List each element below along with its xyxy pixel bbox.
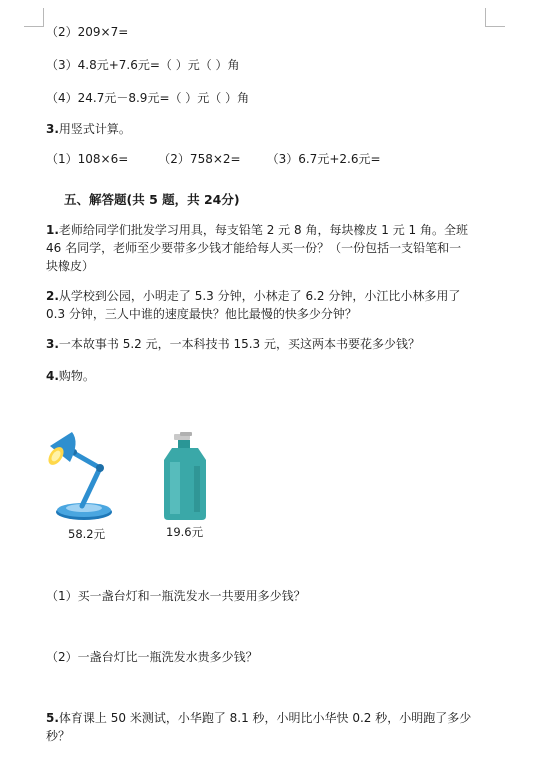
problem-4-sub-1: （1）买一盏台灯和一瓶洗发水一共要用多少钱？ [46,589,306,603]
problem-2-text-1: 从学校到公园，小明走了 5.3 分钟，小林走了 6.2 分钟，小江比小林多用了 [58,289,461,303]
q2-row-2: （2）209×7= [46,25,129,39]
problem-1-line-1 [46,222,468,238]
problem-4-sub-2: （2）一盏台灯比一瓶洗发水贵多少钱？ [46,650,258,664]
shampoo-bottle-image [160,432,212,522]
problem-2-line-2: 0.3 分钟，三人中谁的速度最快？他比最慢的快多少分钟？ [46,307,357,321]
problem-5-text-1: 体育课上 50 米测试，小华跑了 8.1 秒，小明比小华快 0.2 秒，小明跑了多少 [58,711,472,725]
problem-1-line-2: 46 名同学，老师至少要带多少钱才能给每人买一份？（一份包括一支铅笔和一 [46,241,462,255]
problem-5-line-2: 秒？ [46,729,71,743]
section-5-title: 五、解答题(共 5 题，共 24分) [64,192,240,207]
q2-row-4: （4）24.7元－8.9元=（ ）元（ ）角 [46,91,250,105]
q3-item-2: （2）758×2= [158,152,241,166]
problem-1-number: 1. [46,223,59,237]
problem-5-number: 5. [46,711,59,725]
problem-4-text-1: 购物。 [58,369,95,383]
problem-3-number: 3. [46,337,59,351]
q3-item-1: （1）108×6= [46,152,129,166]
problem-1-text-1: 老师给同学们批发学习用具，每支铅笔 2 元 8 角，每块橡皮 1 元 1 角。全班 [58,223,468,237]
q3-title: 用竖式计算。 [58,122,131,136]
problem-1-line-3: 块橡皮） [46,259,95,273]
problem-4-line-1 [46,368,95,384]
q2-row-3: （3）4.8元+7.6元=（ ）元（ ）角 [46,58,240,72]
q3-item-3: （3）6.7元+2.6元= [266,152,381,166]
lamp-price: 58.2元 [68,527,106,541]
crop-mark-left-v [43,8,44,27]
problem-2-line-1 [46,288,460,304]
problem-5-line-1 [46,710,471,726]
q3-number: 3. [46,122,59,136]
q3-items [46,151,381,167]
desk-lamp-image [42,428,122,524]
problem-3-line-1 [46,336,420,352]
crop-mark-left-h [24,26,44,27]
crop-mark-right-v [485,8,486,27]
problem-3-text-1: 一本故事书 5.2 元，一本科技书 15.3 元，买这两本书要花多少钱？ [58,337,420,351]
bottle-price: 19.6元 [166,525,204,539]
problem-4-number: 4. [46,369,59,383]
q3-heading [46,121,131,137]
crop-mark-right-h [485,26,505,27]
problem-2-number: 2. [46,289,59,303]
